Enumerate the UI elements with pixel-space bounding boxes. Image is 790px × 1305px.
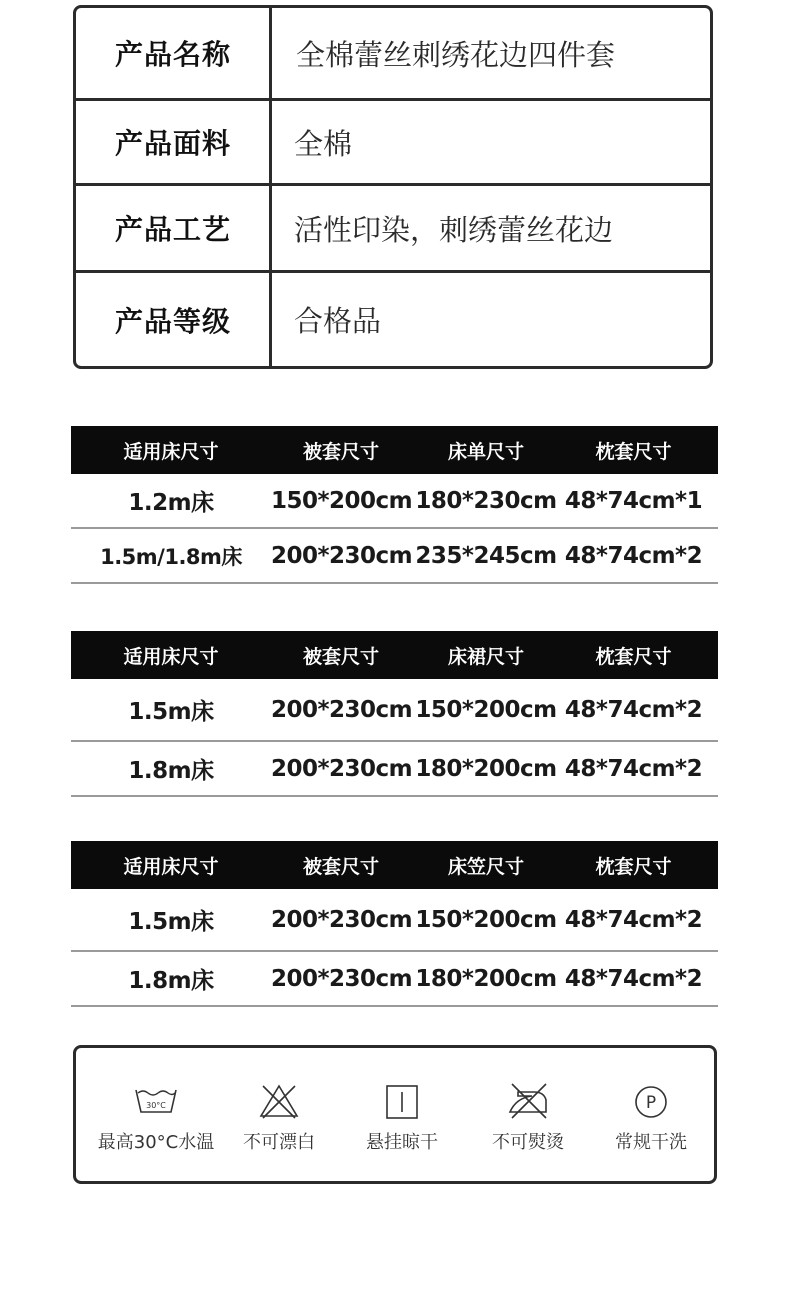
info-value: 活性印染，刺绣蕾丝花边 <box>294 212 614 247</box>
table-row <box>71 952 718 1007</box>
table-cell: 1.2m床 <box>128 490 214 516</box>
header-cell: 枕套尺寸 <box>595 440 672 463</box>
wash-temp-badge: 30°C <box>146 1101 166 1110</box>
table-cell: 150*200cm <box>271 487 413 514</box>
no-iron-icon <box>506 1080 550 1124</box>
care-label: 最高30°C水温 <box>97 1132 215 1153</box>
table-cell: 180*200cm <box>415 755 557 782</box>
info-row-name <box>76 8 710 98</box>
table-cell: 200*230cm <box>271 965 413 992</box>
header-cell: 被套尺寸 <box>302 855 379 878</box>
care-label: 悬挂晾干 <box>366 1132 438 1153</box>
table-cell: 1.5m床 <box>128 699 214 725</box>
care-wash <box>86 1048 226 1181</box>
table-cell: 200*230cm <box>271 755 413 782</box>
info-label: 产品名称 <box>114 38 231 71</box>
table-cell: 48*74cm*2 <box>564 755 703 782</box>
table-cell: 1.8m床 <box>128 758 214 784</box>
info-label: 产品工艺 <box>114 213 231 246</box>
size-table-sheet <box>71 426 718 584</box>
info-row-craft <box>76 186 710 270</box>
header-cell: 枕套尺寸 <box>595 855 672 878</box>
table-cell: 200*230cm <box>271 696 413 723</box>
table-cell: 48*74cm*2 <box>564 696 703 723</box>
header-cell: 床裙尺寸 <box>447 645 524 668</box>
table-row <box>71 474 718 529</box>
info-value: 合格品 <box>294 304 382 338</box>
table-cell: 48*74cm*2 <box>564 542 703 569</box>
table-cell: 48*74cm*1 <box>564 487 703 514</box>
table-cell: 1.8m床 <box>128 968 214 994</box>
table-cell: 1.5m/1.8m床 <box>100 544 242 569</box>
header-cell: 被套尺寸 <box>302 440 379 463</box>
header-cell: 床笠尺寸 <box>447 855 524 878</box>
table-cell: 235*245cm <box>415 542 557 569</box>
care-label: 不可熨烫 <box>492 1132 564 1153</box>
care-dry-clean <box>581 1048 721 1181</box>
info-value: 全棉 <box>294 126 353 161</box>
dry-clean-badge: P <box>645 1093 657 1113</box>
care-label: 常规干洗 <box>615 1132 687 1153</box>
table-row <box>71 889 718 952</box>
hang-dry-icon <box>380 1080 424 1124</box>
table-cell: 200*230cm <box>271 542 413 569</box>
table-header <box>71 426 718 474</box>
size-table-bedskirt <box>71 631 718 797</box>
wash-30-icon <box>134 1080 178 1124</box>
table-cell: 150*200cm <box>415 906 557 933</box>
table-cell: 200*230cm <box>271 906 413 933</box>
care-no-bleach <box>209 1048 349 1181</box>
care-no-iron <box>458 1048 598 1181</box>
table-cell: 150*200cm <box>415 696 557 723</box>
table-header <box>71 631 718 679</box>
header-cell: 床单尺寸 <box>447 440 524 463</box>
header-cell: 适用床尺寸 <box>123 645 219 668</box>
table-row <box>71 529 718 584</box>
info-label: 产品面料 <box>114 127 231 160</box>
care-hang-dry <box>332 1048 472 1181</box>
care-instructions-box <box>73 1045 717 1184</box>
product-info-box <box>73 5 713 369</box>
table-cell: 180*200cm <box>415 965 557 992</box>
table-header <box>71 841 718 889</box>
table-cell: 48*74cm*2 <box>564 965 703 992</box>
table-cell: 48*74cm*2 <box>564 906 703 933</box>
info-row-grade <box>76 273 710 366</box>
header-cell: 枕套尺寸 <box>595 645 672 668</box>
header-cell: 适用床尺寸 <box>123 440 219 463</box>
table-cell: 180*230cm <box>415 487 557 514</box>
header-cell: 被套尺寸 <box>302 645 379 668</box>
info-label: 产品等级 <box>114 304 231 338</box>
size-table-fitted-sheet <box>71 841 718 1007</box>
table-cell: 1.5m床 <box>128 909 214 935</box>
dry-clean-icon <box>629 1080 673 1124</box>
table-row <box>71 679 718 742</box>
table-row <box>71 742 718 797</box>
header-cell: 适用床尺寸 <box>123 855 219 878</box>
care-label: 不可漂白 <box>243 1132 315 1153</box>
info-row-fabric <box>76 101 710 183</box>
no-bleach-icon <box>257 1080 301 1124</box>
info-value: 全棉蕾丝刺绣花边四件套 <box>296 37 616 72</box>
